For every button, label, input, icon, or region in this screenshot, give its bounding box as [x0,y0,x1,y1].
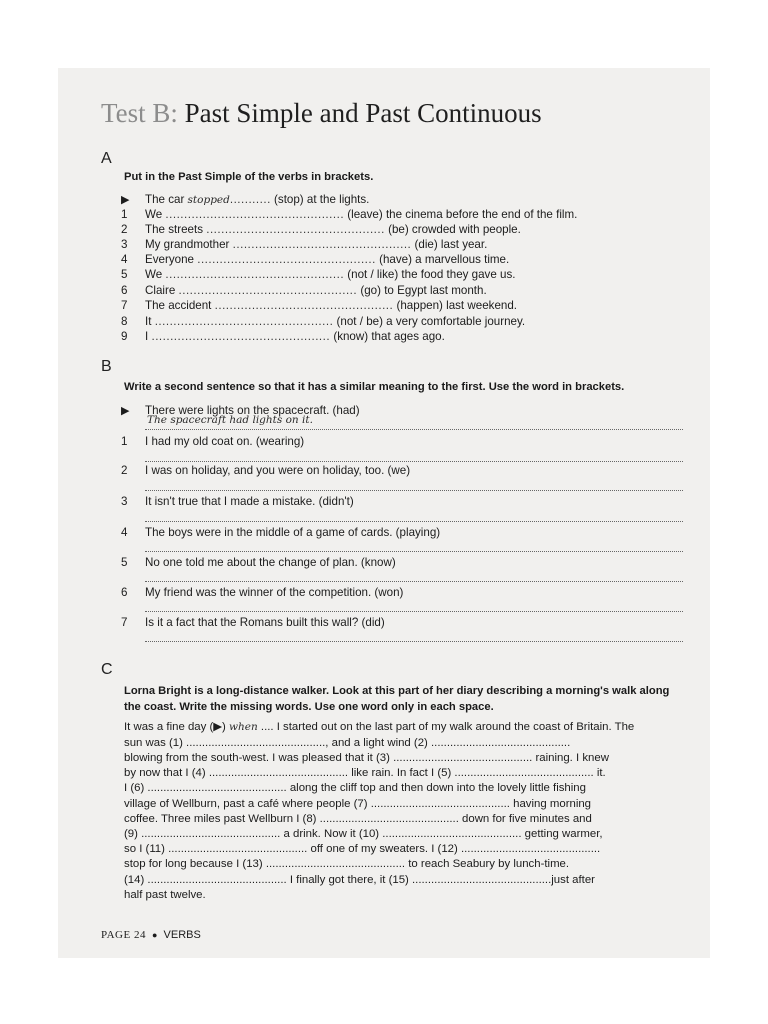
section-c-letter: C [101,661,113,678]
diary-line: coffee. Three miles past Wellburn I (8) ............................................ down for five minutes and [124,813,592,825]
list-item: 2 The streets ................................................ (be) crowded with people. [121,223,521,236]
title-prefix: Test B: [101,98,178,128]
list-item: 7 The accident ................................................ (happen) last weekend. [121,299,518,312]
diary-line: village of Wellburn, past a café where people (7) ............................................ having morning [124,798,592,810]
answer-line[interactable] [145,539,683,552]
list-item: 4 The boys were in the middle of a game of cards. (playing) [121,526,441,539]
list-item: 1 I had my old coat on. (wearing) [121,435,305,448]
answer-blank[interactable]: ................................................ [165,268,345,281]
list-item: 2 I was on holiday, and you were on holiday, too. (we) [121,464,411,477]
section-b-instruction: Write a second sentence so that it has a similar meaning to the first. Use the word in brackets. [124,381,625,393]
list-item: 8 It ................................................ (not / be) a very comfortable journey. [121,315,526,328]
section-b-letter: B [101,358,112,375]
answer-line[interactable] [145,599,683,612]
example-answer-line [145,414,683,430]
answer-line[interactable] [145,629,683,642]
page-footer [101,929,201,941]
answer-blank[interactable]: ................................................ [232,238,412,251]
list-item: 6 My friend was the winner of the competition. (won) [121,586,404,599]
diary-line: so I (11) ............................................ off one of my sweaters. I (12) ............................................ [124,843,601,855]
page-number: PAGE 24 [101,929,146,941]
list-item: 7 Is it a fact that the Romans built this wall? (did) [121,616,385,629]
list-item: 6 Claire ................................................ (go) to Egypt last month. [121,284,487,297]
answer-line[interactable] [145,478,683,491]
diary-line: half past twelve. [124,889,206,901]
section-a-letter: A [101,150,112,167]
answer-blank[interactable]: ................................................ [214,299,394,312]
answer-blank[interactable]: ................................................ [178,284,358,297]
answer-blank[interactable]: ................................................ [154,315,334,328]
diary-line: stop for long because I (13) ............................................ to reach Seabury by lunch-time. [124,858,570,870]
arrow-icon: ▶ [121,405,130,417]
list-item: 9 I ................................................ (know) that ages ago. [121,330,445,343]
section-b-example: ▶ There were lights on the spacecraft. (had) [121,404,360,417]
answer-blank[interactable]: ................................................ [165,208,345,221]
diary-line: (14) ............................................ I finally got there, it (15) ............................................just after [124,874,595,886]
diary-line: by now that I (4) ............................................ like rain. In fact I (5) ............................................ it. [124,767,606,779]
bullet-icon: ● [152,930,158,940]
page-title [101,98,542,129]
handwritten-answer: when [229,721,258,733]
list-item: 1 We ................................................ (leave) the cinema before the end of the film. [121,208,578,221]
list-item: 3 It isn't true that I made a mistake. (didn't) [121,495,354,508]
answer-line[interactable] [145,449,683,462]
section-c-instruction: Lorna Bright is a long-distance walker. Look at this part of her diary describing a morning's walk along the coast. Write the missing words. Use one word only in each space. [124,685,670,713]
diary-line: (9) ............................................ a drink. Now it (10) ............................................ getting warmer, [124,828,603,840]
answer-line[interactable] [145,509,683,522]
diary-line: sun was (1) ............................................, and a light wind (2) ............................................ [124,737,571,749]
title-main: Past Simple and Past Continuous [184,98,542,128]
answer-blank[interactable]: ................................................ [197,253,376,266]
handwritten-answer: The spacecraft had lights on it. [147,414,313,426]
list-item: 5 No one told me about the change of plan. (know) [121,556,396,569]
diary-line: It was a fine day (▶) when .... I started out on the last part of my walk around the coast of Britain. The [124,721,635,733]
arrow-icon: ▶ [121,194,130,206]
diary-line: I (6) ............................................ along the cliff top and then down into the lovely little fishing [124,782,586,794]
diary-line: blowing from the south-west. I was pleased that it (3) ............................................ raining. I knew [124,752,609,764]
list-item: 3 My grandmother ................................................ (die) last year. [121,238,488,251]
handwritten-answer: stopped [187,194,230,206]
list-item: 5 We ................................................ (not / like) the food they gave us. [121,268,516,281]
answer-line[interactable] [145,569,683,582]
list-item: 4 Everyone ................................................ (have) a marvellous time. [121,253,510,266]
footer-section: VERBS [163,929,201,941]
answer-blank[interactable]: ................................................ [206,223,385,236]
section-a-example: ▶ The car stopped........... (stop) at the lights. [121,193,370,206]
answer-blank[interactable]: ................................................ [151,330,331,343]
section-a-instruction: Put in the Past Simple of the verbs in brackets. [124,171,374,183]
